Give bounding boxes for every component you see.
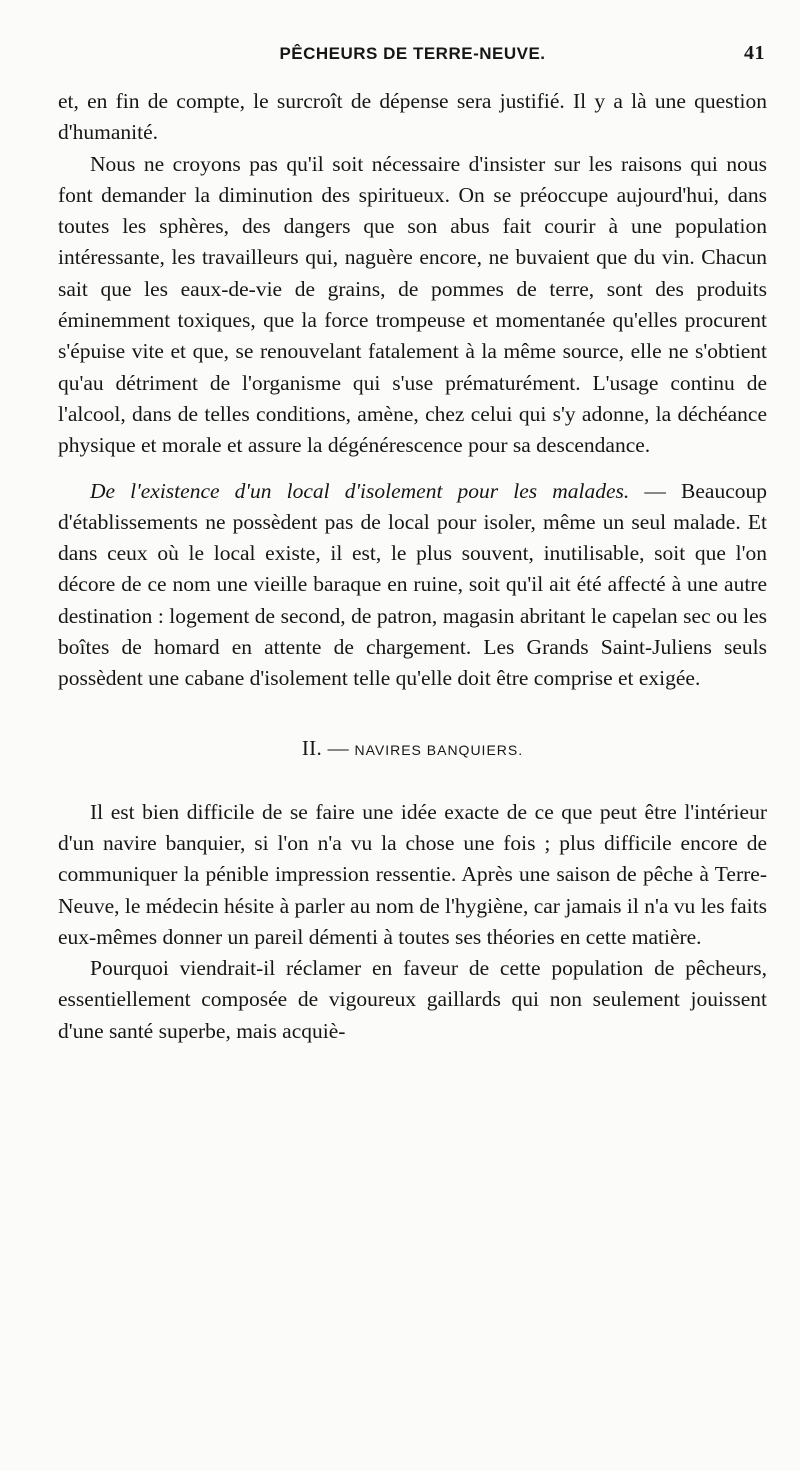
running-title: PÊCHEURS DE TERRE-NEUVE. bbox=[279, 44, 546, 63]
section-number: II. bbox=[301, 735, 323, 760]
paragraph-isolation bbox=[58, 476, 767, 695]
paragraph-continuation: et, en fin de compte, le surcroît de dépense sera justifié. Il y a là une question d'humanité. bbox=[58, 89, 767, 145]
section-heading bbox=[58, 735, 767, 763]
section-title: NAVIRES BANQUIERS. bbox=[354, 741, 524, 758]
paragraph-banker-ship: Il est bien difficile de se faire une idée exacte de ce que peut être l'intérieur d'un navire banquier, si l'on n'a vu la chose une fois ; plus difficile encore de communiquer la pénible impression ressentie. Après une saison de pêche à Terre-Neuve, le médecin hésite à parler au nom de l'hygiène, car jamais il n'a vu les faits eux-mêmes donner un pareil démenti à toutes ses théories en cette matière. bbox=[58, 799, 767, 949]
isolation-subheading: De l'existence d'un local d'isolement pour les malades. bbox=[90, 478, 630, 503]
paragraph-fishermen: Pourquoi viendrait-il réclamer en faveur de cette population de pêcheurs, essentiellement composée de vigoureux gaillards qui non seulement jouissent d'une santé superbe, mais acquiè- bbox=[58, 956, 767, 1043]
running-head bbox=[58, 40, 767, 76]
paragraph-spirits: Nous ne croyons pas qu'il soit nécessaire d'insister sur les raisons qui nous font demander la diminution des spiritueux. On se préoccupe aujourd'hui, dans toutes les sphères, des dangers que son abus fait courir à une population intéressante, les travailleurs qui, naguère encore, ne buvaient que du vin. Chacun sait que les eaux-de-vie de grains, de pommes de terre, sont des produits éminemment toxiques, que la force trompeuse et momentanée qu'elles procurent s'épuise vite et que, se renouvelant fatalement à la même source, elle ne s'obtient qu'au détriment de l'organisme qui s'use prématurément. L'usage continu de l'alcool, dans de telles conditions, amène, chez celui qui s'y adonne, la déchéance physique et morale et assure la dégénérescence pour sa descendance. bbox=[58, 151, 767, 458]
section-dash: — bbox=[327, 735, 349, 760]
isolation-body: — Beaucoup d'établissements ne possèdent pas de local pour isoler, même un seul malade. Et dans ceux où le local existe, il est, le plus souvent, inutilisable, soit que l'on décore de ce nom une vieille baraque en ruine, soit qu'il ait été affecté à une autre destination : logement de second, de patron, magasin abritant le capelan sec ou les boîtes de homard en attente de chargement. Les Grands Saint-Juliens seuls possèdent une cabane d'isolement telle qu'elle doit être comprise et exigée. bbox=[58, 478, 767, 691]
page-number: 41 bbox=[744, 42, 765, 64]
